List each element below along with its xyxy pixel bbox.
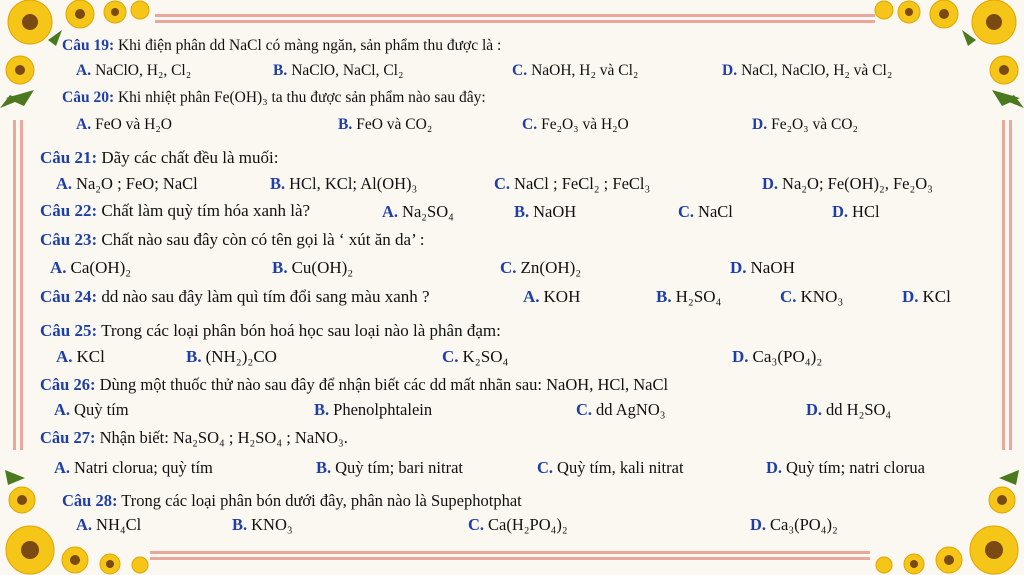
question-text: Nhận biết: Na₂SO₄ ; H₂SO₄ ; NaNO₃. (99, 428, 348, 447)
option-letter: C. (442, 347, 459, 366)
question-number: Câu 22: (40, 201, 98, 220)
option-letter: A. (523, 287, 540, 306)
option-letter: D. (832, 202, 849, 221)
option-d[interactable] (832, 202, 880, 222)
option-letter: C. (537, 458, 554, 477)
option-d[interactable] (902, 287, 951, 307)
option-b[interactable] (514, 202, 576, 222)
option-d[interactable] (766, 458, 925, 478)
question-26 (40, 375, 668, 395)
option-letter: B. (314, 400, 330, 419)
option-b[interactable] (232, 515, 293, 535)
right-border-line (1002, 120, 1005, 450)
option-text: Natri clorua; quỳ tím (74, 458, 213, 477)
left-border-line (20, 120, 23, 450)
option-b[interactable] (314, 400, 432, 420)
option-text: Quỳ tím, kali nitrat (557, 458, 684, 477)
option-letter: C. (468, 515, 485, 534)
right-border-line (1009, 120, 1012, 450)
option-letter: B. (270, 174, 286, 193)
option-text: Ca₃(PO₄)₂ (770, 515, 838, 534)
option-letter: D. (762, 174, 779, 193)
option-text: NaCl (698, 202, 733, 221)
option-c[interactable] (678, 202, 733, 222)
option-d[interactable] (752, 116, 858, 134)
question-24 (40, 287, 430, 307)
option-text: Fe₂O₃ và H₂O (541, 116, 629, 133)
option-c[interactable] (512, 62, 638, 80)
option-text: NaOH (533, 202, 577, 221)
option-d[interactable] (806, 400, 891, 420)
question-23 (40, 230, 424, 250)
option-b[interactable] (338, 116, 432, 134)
question-number: Câu 21: (40, 148, 98, 167)
option-text: NaCl ; FeCl₂ ; FeCl₃ (514, 174, 651, 193)
question-19 (62, 37, 501, 55)
option-text: NaCl, NaClO, H₂ và Cl₂ (741, 62, 893, 79)
option-d[interactable] (762, 174, 933, 194)
question-text: Trong các loại phân bón hoá học sau loại nào là phân đạm: (101, 321, 501, 340)
option-a[interactable] (76, 116, 172, 134)
option-letter: D. (722, 62, 738, 79)
option-letter: B. (273, 62, 288, 79)
option-text: NH₄Cl (96, 515, 142, 534)
option-text: KNO₃ (800, 287, 844, 306)
option-c[interactable] (537, 458, 684, 478)
question-number: Câu 19: (62, 37, 115, 54)
option-letter: B. (338, 116, 353, 133)
option-letter: D. (730, 258, 747, 277)
option-letter: D. (766, 458, 783, 477)
option-b[interactable] (186, 347, 277, 367)
option-d[interactable] (722, 62, 892, 80)
question-number: Câu 26: (40, 375, 96, 394)
option-letter: C. (576, 400, 593, 419)
option-letter: D. (750, 515, 767, 534)
option-text: Phenolphtalein (333, 400, 433, 419)
option-a[interactable] (523, 287, 580, 307)
option-text: HCl (852, 202, 880, 221)
option-letter: D. (752, 116, 768, 133)
option-a[interactable] (382, 202, 454, 222)
option-letter: D. (732, 347, 749, 366)
option-a[interactable] (56, 347, 105, 367)
option-letter: A. (56, 174, 73, 193)
option-letter: B. (514, 202, 530, 221)
option-text: NaClO, H₂, Cl₂ (95, 62, 192, 79)
question-number: Câu 23: (40, 230, 98, 249)
question-text: dd nào sau đây làm quì tím đổi sang màu xanh ? (101, 287, 430, 306)
option-letter: C. (494, 174, 511, 193)
option-c[interactable] (468, 515, 568, 535)
option-text: Ca(H₂PO₄)₂ (488, 515, 568, 534)
option-letter: C. (512, 62, 528, 79)
option-text: (NH₂)₂CO (205, 347, 277, 366)
question-text: Khi nhiệt phân Fe(OH)₃ ta thu được sản phẩm nào sau đây: (117, 89, 486, 106)
option-text: dd AgNO₃ (596, 400, 666, 419)
top-border-line (155, 14, 875, 17)
option-letter: B. (316, 458, 332, 477)
option-text: NaOH, H₂ và Cl₂ (531, 62, 639, 79)
option-b[interactable] (272, 258, 353, 278)
option-a[interactable] (76, 515, 141, 535)
question-number: Câu 24: (40, 287, 98, 306)
option-text: Na₂O; Fe(OH)₂, Fe₂O₃ (782, 174, 933, 193)
option-c[interactable] (442, 347, 508, 367)
option-a[interactable] (54, 400, 129, 420)
option-text: KCl (76, 347, 105, 366)
question-27 (40, 428, 348, 448)
option-text: NaClO, NaCl, Cl₂ (291, 62, 404, 79)
question-22 (40, 201, 310, 221)
option-d[interactable] (750, 515, 838, 535)
option-c[interactable] (500, 258, 581, 278)
option-text: Na₂O ; FeO; NaCl (76, 174, 198, 193)
option-letter: B. (232, 515, 248, 534)
question-25 (40, 321, 501, 341)
option-letter: A. (76, 515, 93, 534)
option-text: HCl, KCl; Al(OH)₃ (289, 174, 418, 193)
option-letter: A. (50, 258, 67, 277)
option-text: Quỳ tím; bari nitrat (335, 458, 463, 477)
left-border-line (13, 120, 16, 450)
option-b[interactable] (273, 62, 403, 80)
option-text: FeO và H₂O (95, 116, 172, 133)
option-letter: C. (500, 258, 517, 277)
option-text: H₂SO₄ (675, 287, 722, 306)
question-21 (40, 148, 278, 168)
question-text: Khi điện phân dd NaCl có màng ngăn, sản phẩm thu được là : (117, 37, 502, 54)
option-letter: A. (54, 400, 71, 419)
leaf-icon (4, 88, 38, 108)
leaf-icon (999, 470, 1019, 485)
option-text: KCl (922, 287, 951, 306)
question-number: Câu 20: (62, 89, 115, 106)
option-b[interactable] (270, 174, 417, 194)
bottom-border-line (150, 557, 870, 560)
option-text: Zn(OH)₂ (520, 258, 582, 277)
option-d[interactable] (730, 258, 795, 278)
option-text: Quỳ tím; natri clorua (786, 458, 925, 477)
question-text: Dãy các chất đều là muối: (101, 148, 279, 167)
option-text: Ca₃(PO₄)₂ (752, 347, 823, 366)
question-number: Câu 27: (40, 428, 96, 447)
option-letter: A. (76, 62, 92, 79)
option-letter: B. (186, 347, 202, 366)
option-text: NaOH (750, 258, 795, 277)
question-text: Chất nào sau đây còn có tên gọi là ‘ xút ăn da’ : (101, 230, 425, 249)
option-text: Ca(OH)₂ (70, 258, 132, 277)
question-text: Dùng một thuốc thử nào sau đây để nhận biết các dd mất nhãn sau: NaOH, HCl, NaCl (99, 375, 669, 394)
option-a[interactable] (76, 62, 191, 80)
option-b[interactable] (316, 458, 463, 478)
option-a[interactable] (54, 458, 213, 478)
option-d[interactable] (732, 347, 822, 367)
leaf-icon (5, 470, 25, 485)
bottom-border-line (150, 551, 870, 554)
option-letter: C. (522, 116, 538, 133)
option-text: KOH (543, 287, 581, 306)
option-b[interactable] (656, 287, 721, 307)
option-c[interactable] (780, 287, 843, 307)
option-text: Fe₂O₃ và CO₂ (771, 116, 858, 133)
option-letter: D. (806, 400, 823, 419)
question-text: Chất làm quỳ tím hóa xanh là? (101, 201, 311, 220)
option-letter: A. (382, 202, 399, 221)
option-text: Na₂SO₄ (402, 202, 454, 221)
option-text: dd H₂SO₄ (826, 400, 892, 419)
option-text: Cu(OH)₂ (291, 258, 354, 277)
option-letter: B. (656, 287, 672, 306)
option-letter: B. (272, 258, 288, 277)
option-c[interactable] (494, 174, 650, 194)
leaf-icon (988, 88, 1022, 108)
option-text: Quỳ tím (74, 400, 129, 419)
option-letter: A. (54, 458, 71, 477)
question-28 (62, 491, 522, 511)
option-letter: D. (902, 287, 919, 306)
question-number: Câu 28: (62, 491, 118, 510)
question-text: Trong các loại phân bón dưới đây, phân nào là Supephotphat (121, 491, 522, 510)
question-number: Câu 25: (40, 321, 98, 340)
option-text: FeO và CO₂ (356, 116, 433, 133)
option-c[interactable] (576, 400, 666, 420)
option-text: KNO₃ (251, 515, 293, 534)
option-letter: C. (678, 202, 695, 221)
option-letter: C. (780, 287, 797, 306)
option-a[interactable] (50, 258, 131, 278)
option-text: K₂SO₄ (462, 347, 509, 366)
top-border-line (155, 20, 875, 23)
option-c[interactable] (522, 116, 629, 134)
option-letter: A. (56, 347, 73, 366)
option-letter: A. (76, 116, 92, 133)
option-a[interactable] (56, 174, 198, 194)
question-20 (62, 89, 486, 107)
